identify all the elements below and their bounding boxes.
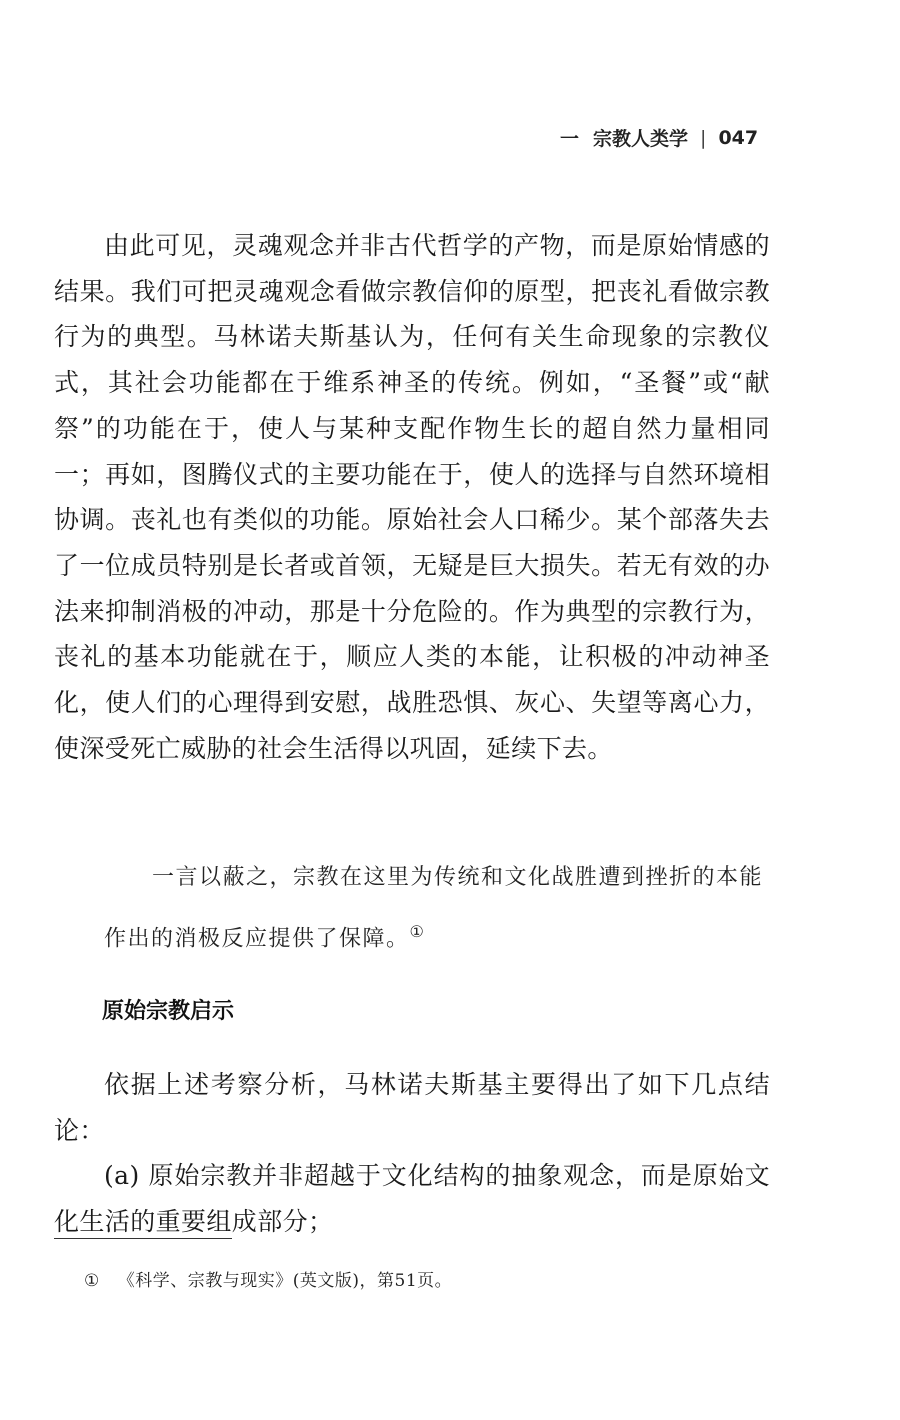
page-number: 047 — [718, 126, 759, 149]
conclusion-paragraph-block — [54, 1062, 770, 1245]
footnote-divider — [54, 1238, 232, 1239]
footnote — [84, 1266, 452, 1291]
block-quote — [104, 851, 772, 966]
main-paragraph-block — [54, 223, 770, 771]
intro-paragraph: 依据上述考察分析，马林诺夫斯基主要得出了如下几点结论： — [54, 1070, 770, 1145]
header-separator: | — [700, 126, 707, 149]
quote-paragraph — [104, 851, 772, 966]
footnote-marker[interactable]: ① — [409, 922, 426, 941]
running-header — [560, 124, 770, 151]
header-dash: 一 — [560, 128, 580, 150]
footnote-text: 《科学、宗教与现实》(英文版)，第51页。 — [117, 1271, 453, 1291]
footnote-number: ① — [84, 1271, 100, 1291]
conclusion-item-a: (a) 原始宗教并非超越于文化结构的抽象观念，而是原始文化生活的重要组成部分； — [54, 1161, 770, 1237]
quote-text: 一言以蔽之，宗教在这里为传统和文化战胜遭到挫折的本能作出的消极反应提供了保障。 — [104, 865, 764, 952]
body-paragraph: 由此可见，灵魂观念并非古代哲学的产物，而是原始情感的结果。我们可把灵魂观念看做宗教信仰的原型，把丧礼看做宗教行为的典型。马林诺夫斯基认为，任何有关生命现象的宗教仪式，其社会功能都在于维系神圣的传统。例如，“圣餐”或“献祭”的功能在于，使人与某种支配作物生长的超自然力量相同一；再如，图腾仪式的主要功能在于，使人的选择与自然环境相协调。丧礼也有类似的功能。原始社会人口稀少。某个部落失去了一位成员特别是长者或首领，无疑是巨大损失。若无有效的办法来抑制消极的冲动，那是十分危险的。作为典型的宗教行为，丧礼的基本功能就在于，顺应人类的本能，让积极的冲动神圣化，使人们的心理得到安慰，战胜恐惧、灰心、失望等离心力，使深受死亡威胁的社会生活得以巩固，延续下去。 — [54, 231, 770, 763]
section-heading: 原始宗教启示 — [102, 999, 235, 1024]
chapter-title: 宗教人类学 — [593, 128, 689, 150]
